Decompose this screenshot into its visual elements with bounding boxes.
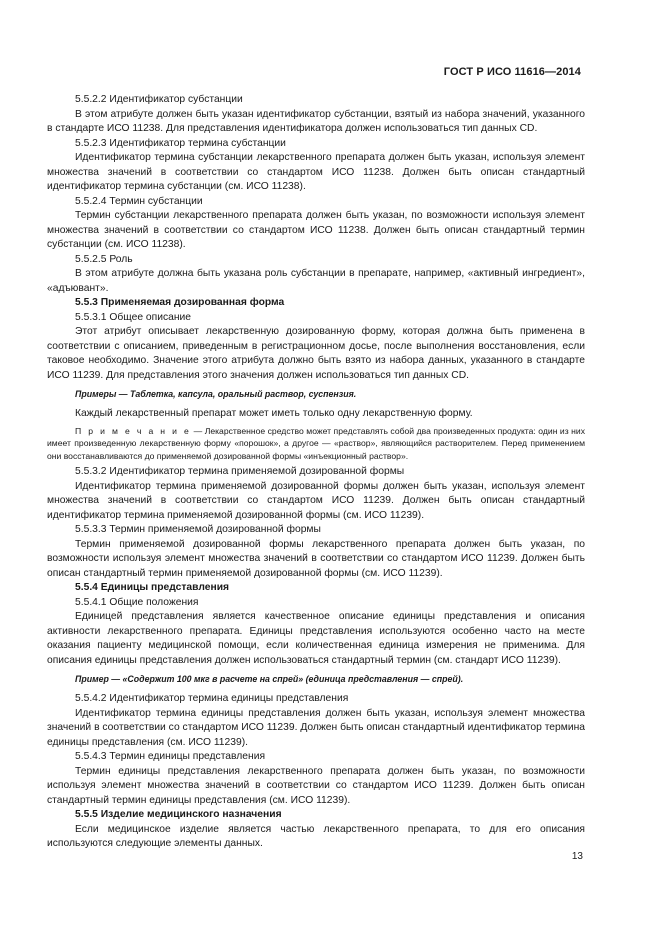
page-number: 13 (571, 851, 583, 862)
paragraph: Каждый лекарственный препарат может иметь только одну лекарственную форму. (75, 408, 473, 419)
section-heading: 5.5.5 Изделие медицинского назначения (75, 809, 282, 821)
document-body (47, 93, 585, 852)
example-text: Пример — «Содержит 100 мкг в расчете на спрей» (единица представления — спрей). (75, 674, 464, 685)
paragraph: Термин субстанции лекарственного препарата должен быть указан, по возможности используя элемент множества значений в соответствии со стандартом ИСО 11238. Должен быть описан стандартный термин субстанции (см. ИСО 11238). (47, 210, 585, 250)
paragraph: Идентификатор термина субстанции лекарственного препарата должен быть указан, используя элемент множества значений в соответствии со стандартом ИСО 11238. Должен быть описан стандартный идентификатор термина субстанции (см. ИСО 11238). (47, 152, 585, 192)
paragraph: Термин единицы представления лекарственного препарата должен быть указан, по возможности используя элемент множества значений в соответствии со стандартом ИСО 11239. Должен быть описан стандартный термин единицы представления (см. ИСО 11239). (47, 765, 585, 806)
paragraph: Этот атрибут описывает лекарственную дозированную форму, которая должна быть применена в соответствии с описанием, приведенным в регистрационном досье, после выполнения восстановления, если таковое необходимо. Значение этого атрибута должно быть взято из набора данных, указанного в стандарте ИСО 11239. Для представления этого значения должен использоваться тип данных CD. (47, 326, 585, 381)
document-header: ГОСТ Р ИСО 11616—2014 (443, 66, 581, 78)
paragraph: Идентификатор термина применяемой дозированной формы должен быть указан, используя элемент множества значений в соответствии со стандартом ИСО 11239. Должен быть описан стандартный идентификатор термина применяемой дозированной формы (см. ИСО 11239). (47, 480, 585, 521)
example-text: Примеры — Таблетка, капсула, оральный раствор, суспензия. (75, 389, 357, 399)
paragraph: Если медицинское изделие является частью лекарственного препарата, то для его описания используются следующие элементы данных. (47, 823, 585, 850)
note-label: П р и м е ч а н и е (75, 425, 192, 436)
subsection-title: 5.5.4.3 Термин единицы представления (75, 751, 266, 763)
note (47, 425, 585, 463)
subsection-title: 5.5.3.1 Общее описание (75, 311, 192, 323)
subsection-title: 5.5.2.2 Идентификатор субстанции (75, 94, 243, 105)
paragraph: В этом атрибуте должен быть указан идентификатор субстанции, взятый из набора значений, указанного в стандарте ИСО 11238. Для представления идентификатора должен использоваться тип данных CD. (47, 108, 585, 134)
paragraph: В этом атрибуте должна быть указана роль субстанции в препарате, например, «активный ингредиент», «адъювант». (47, 268, 585, 294)
subsection-title: 5.5.4.1 Общие положения (75, 596, 199, 608)
subsection-title: 5.5.4.2 Идентификатор термина единицы представления (75, 693, 349, 705)
subsection-title: 5.5.2.5 Роль (75, 253, 133, 265)
section-heading: 5.5.4 Единицы представления (75, 582, 230, 594)
note-text: — Лекарственное средство может представлять собой два произведенных продукта: один из них имеет произведенную лекарственную форму «порошок», а другое — «раствор», являющийся растворителем. Перед применением они восстанавливаются до применяемой дозированной формы «инъекционный раствор». (47, 425, 586, 461)
section-heading: 5.5.3 Применяемая дозированная форма (75, 297, 285, 308)
subsection-title: 5.5.2.3 Идентификатор термина субстанции (75, 137, 286, 149)
paragraph: Единицей представления является качественное описание единицы представления и описания активности лекарственного препарата. Единицы представления используются особенно часто на месте оказания пациенту медицинской помощи, если количественная единица измерения не применима. Для описания единицы представления должен использоваться стандартный термин (см. стандарт ИСО 11239). (47, 611, 585, 666)
paragraph: Идентификатор термина единицы представления должен быть указан, используя элемент множества значений в соответствии со стандартом ИСО 11239. Должен быть описан стандартный идентификатор термина единицы представления (см. ИСО 11239). (47, 707, 585, 748)
subsection-title: 5.5.3.3 Термин применяемой дозированной формы (75, 524, 321, 536)
subsection-title: 5.5.2.4 Термин субстанции (75, 195, 203, 207)
subsection-title: 5.5.3.2 Идентификатор термина применяемой дозированной формы (75, 466, 405, 478)
paragraph: Термин применяемой дозированной формы лекарственного препарата должен быть указан, по возможности используя элемент множества значений в соответствии со стандартом ИСО 11239. Должен быть описан стандартный термин применяемой дозированной формы (см. ИСО 11239). (47, 538, 585, 579)
